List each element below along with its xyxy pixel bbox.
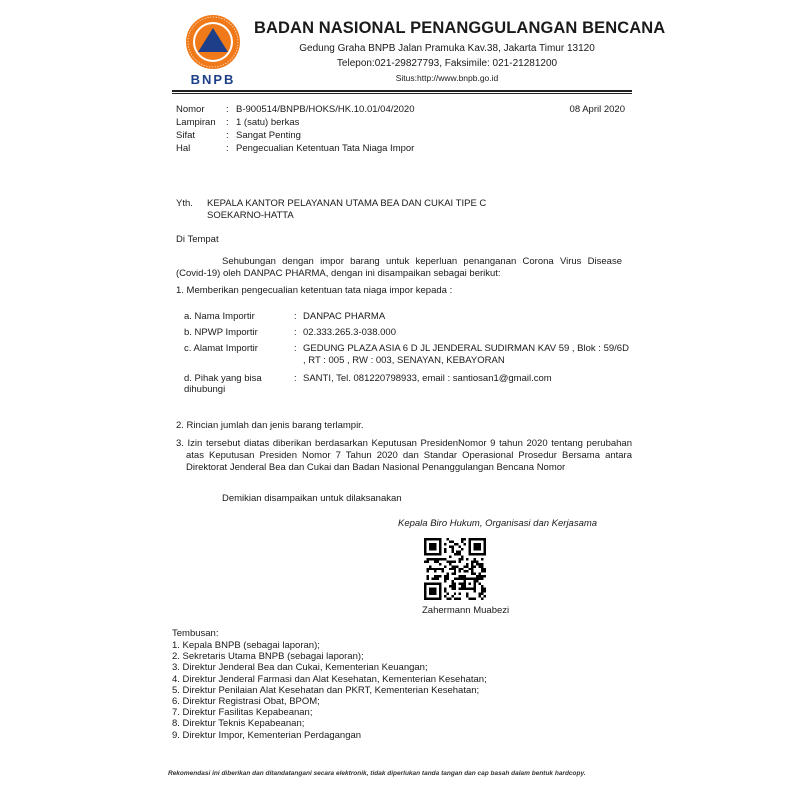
list-item: 3. Direktur Jenderal Bea dan Cukai, Kementerian Keuangan;	[172, 662, 428, 674]
separator: :	[226, 143, 229, 154]
detail-value: GEDUNG PLAZA ASIA 6 D JL JENDERAL SUDIRMAN KAV 59 , Blok : 59/6D , RT : 005 , RW : 003, SENAYAN, KEBAYORAN	[303, 343, 629, 366]
header-rule	[172, 90, 632, 92]
separator: :	[294, 343, 297, 354]
hal-value: Pengecualian Ketentuan Tata Niaga Impor	[236, 143, 415, 154]
separator: :	[294, 311, 297, 322]
detail-label: a. Nama Importir	[184, 311, 255, 322]
organization-name: BADAN NASIONAL PENANGGULANGAN BENCANA	[254, 19, 666, 37]
list-item: 1. Kepala BNPB (sebagai laporan);	[172, 640, 320, 651]
detail-label: c. Alamat Importir	[184, 343, 258, 354]
website-line: Situs:http://www.bnpb.go.id	[395, 73, 499, 83]
qr-code-icon	[424, 538, 486, 600]
intro-paragraph: Sehubungan dengan impor barang untuk keperluan penanganan Corona Virus Disease (Covid-19) oleh DANPAC PHARMA, dengan ini disampaikan sebagai berikut:	[176, 256, 622, 279]
meta-nomor	[176, 104, 415, 115]
item-1: 1. Memberikan pengecualian ketentuan tata niaga impor kepada :	[176, 285, 453, 296]
list-item: 9. Direktur Impor, Kementerian Perdagangan	[172, 729, 362, 741]
addressee-line2: SOEKARNO-HATTA	[207, 210, 294, 221]
signer-name: Zahermann Muabezi	[422, 605, 510, 616]
list-item: 4. Direktur Jenderal Farmasi dan Alat Kesehatan, Kementerian Kesehatan;	[172, 673, 487, 685]
detail-label: b. NPWP Importir	[184, 327, 258, 338]
separator: :	[226, 104, 229, 115]
lampiran-value: 1 (satu) berkas	[236, 117, 300, 128]
lampiran-label: Lampiran	[176, 117, 216, 128]
separator: :	[294, 327, 297, 338]
item-3: 3. Izin tersebut diatas diberikan berdasarkan Keputusan PresidenNomor 9 tahun 2020 tentang perubahan atas Keputusan Presiden Nomor 7 Tahun 2020 dan Standar Operasional Prosedur Bersama antara Direktorat Jenderal Bea dan Cukai dan Badan Nasional Penanggulangan Bencana Nomor	[176, 438, 632, 473]
detail-label: d. Pihak yang bisa dihubungi	[184, 373, 262, 395]
list-item: 5. Direktur Penilaian Alat Kesehatan dan PKRT, Kementerian Kesehatan;	[172, 684, 480, 696]
sifat-value: Sangat Penting	[236, 130, 301, 141]
address-line: Gedung Graha BNPB Jalan Pramuka Kav.38, Jakarta Timur 13120	[299, 43, 595, 54]
separator: :	[226, 130, 229, 141]
hal-label: Hal	[176, 143, 191, 154]
logo-text: BNPB	[190, 72, 236, 87]
sifat-label: Sifat	[176, 130, 196, 141]
detail-value: SANTI, Tel. 081220798933, email : santiosan1@gmail.com	[303, 373, 552, 384]
separator: :	[226, 117, 229, 128]
detail-value: 02.333.265.3-038.000	[303, 327, 396, 338]
nomor-label: Nomor	[176, 104, 205, 115]
list-item: 8. Direktur Teknis Kepabeanan;	[172, 718, 305, 730]
tembusan-heading: Tembusan:	[172, 628, 219, 639]
bnpb-logo	[178, 12, 248, 96]
yth-label: Yth.	[176, 198, 193, 209]
list-item: 6. Direktur Registrasi Obat, BPOM;	[172, 696, 320, 708]
tembusan-list	[172, 640, 487, 741]
nomor-value: B-900514/BNPB/HOKS/HK.10.01/04/2020	[236, 104, 415, 115]
detail-value: DANPAC PHARMA	[303, 311, 386, 322]
letter-date: 08 April 2020	[569, 104, 625, 115]
item-2: 2. Rincian jumlah dan jenis barang terlampir.	[176, 420, 364, 431]
addressee-line1: KEPALA KANTOR PELAYANAN UTAMA BEA DAN CUKAI TIPE C	[207, 198, 487, 209]
bnpb-emblem-icon	[178, 12, 248, 72]
contact-line: Telepon:021-29827793, Faksimile: 021-21281200	[336, 58, 558, 69]
closing-line: Demikian disampaikan untuk dilaksanakan	[222, 493, 402, 504]
meta-lampiran	[176, 117, 299, 128]
list-item: 2. Sekretaris Utama BNPB (sebagai laporan);	[172, 651, 364, 663]
header-rule-thin	[172, 93, 632, 94]
footer-note: Rekomendasi ini diberikan dan ditandatangani secara elektronik, tidak diperlukan tanda tangan dan cap basah dalam bentuk hardcopy.	[168, 770, 586, 777]
separator: :	[294, 373, 297, 384]
meta-sifat	[176, 130, 301, 141]
qr-code	[424, 538, 486, 600]
di-tempat: Di Tempat	[176, 234, 219, 245]
meta-hal	[176, 143, 414, 154]
list-item: 7. Direktur Fasilitas Kepabeanan;	[172, 707, 313, 719]
signer-title: Kepala Biro Hukum, Organisasi dan Kerjasama	[398, 518, 598, 529]
